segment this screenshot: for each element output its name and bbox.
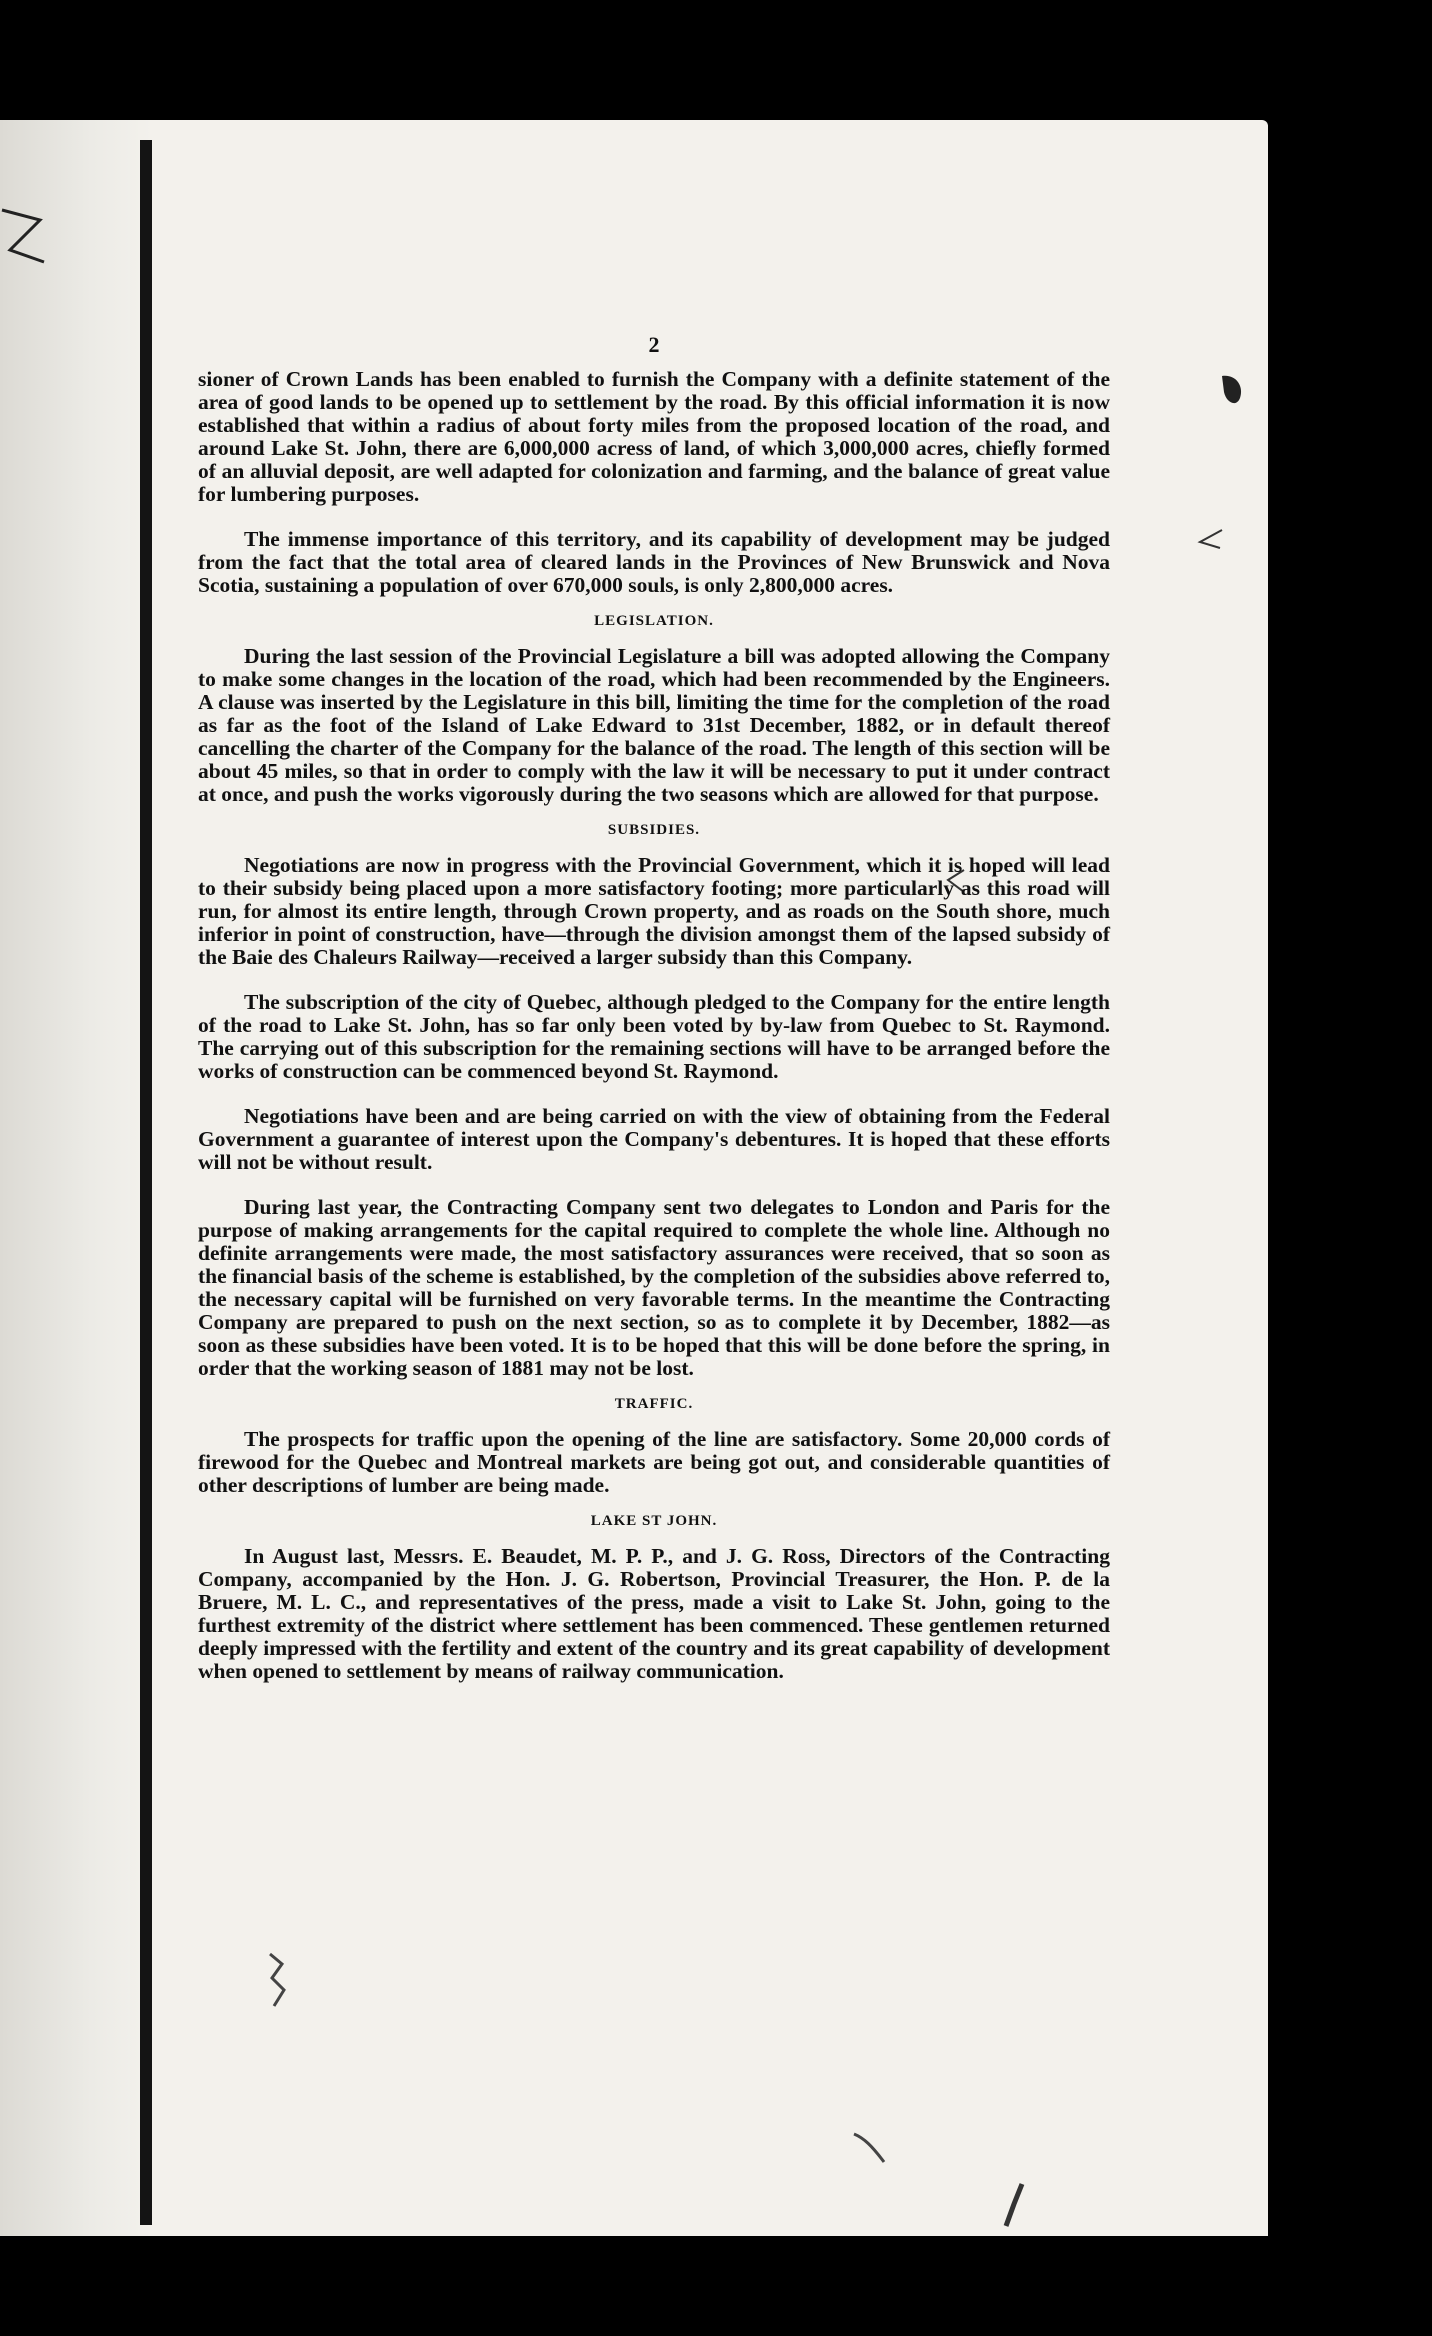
paragraph-gap xyxy=(198,1174,1110,1196)
section-heading-lake-st-john: LAKE ST JOHN. xyxy=(590,1513,718,1529)
scan-bottom-border xyxy=(0,2236,1432,2336)
pencil-tick-mark xyxy=(1196,528,1226,552)
paragraph-gap xyxy=(198,969,1110,991)
margin-bracket-mark xyxy=(0,200,50,290)
section-heading-subsidies: SUBSIDIES. xyxy=(607,822,701,838)
binding-spine xyxy=(140,140,152,2225)
ink-blot-mark xyxy=(1218,372,1248,412)
binding-shadow xyxy=(0,120,152,2236)
stain-mark xyxy=(262,1950,292,2010)
page-number: 2 xyxy=(648,332,660,357)
subsidies-paragraph: During last year, the Contracting Company sent two delegates to London and Paris for the purpose of making arrangements for the capital required to complete the whole line. Although no definite arrangements were made, the most satisfactory assurances were received, that so soon as the financial basis of the scheme is established, by the completion of the subsidies above referred to, the necessary capital will be furnished on very favorable terms. In the meantime the Contracting Company are prepared to push on the next section, so as to complete it by December, 1882—as soon as these subsidies have been voted. It is to be hoped that this will be done before the spring, in order that the working season of 1881 may not be lost. xyxy=(198,1195,1110,1380)
legislation-paragraph: During the last session of the Provincial Legislature a bill was adopted allowing the Company to make some changes in the location of the road, which had been recommended by the Engineers. A clause was inserted by the Legislature in this bill, limiting the time for the completion of the road as far as the foot of the Island of Lake Edward to 31st December, 1882, or in default thereof cancelling the charter of the Company for the balance of the road. The length of this section will be about 45 miles, so that in order to comply with the law it will be necessary to put it under contract at once, and push the works vigorously during the two seasons which are allowed for that purpose. xyxy=(198,644,1110,806)
subsidies-paragraph: Negotiations are now in progress with the Provincial Government, which it is hoped will lead to their subsidy being placed upon a more satisfactory footing; more particularly as this road will run, for almost its entire length, through Crown property, and as roads on the South shore, much inferior in point of construction, have—through the division amongst them of the lapsed subsidy of the Baie des Chaleurs Railway—received a larger subsidy than this Company. xyxy=(198,853,1110,969)
traffic-paragraph: The prospects for traffic upon the opening of the line are satisfactory. Some 20,000 cords of firewood for the Quebec and Montreal markets are being got out, and considerable quantities of other descriptions of lumber are being made. xyxy=(198,1427,1110,1497)
intro-paragraph: The immense importance of this territory, and its capability of development may be judged from the fact that the total area of cleared lands in the Provinces of New Brunswick and Nova Scotia, sustaining a population of over 670,000 souls, is only 2,800,000 acres. xyxy=(198,527,1110,597)
stain-mark xyxy=(1000,2180,1030,2230)
section-heading-traffic: TRAFFIC. xyxy=(614,1396,694,1412)
stain-mark xyxy=(850,2128,890,2168)
subsidies-paragraph: The subscription of the city of Quebec, although pledged to the Company for the entire length of the road to Lake St. John, has so far only been voted by by-law from Quebec to St. Raymond. The carrying out of this subscription for the remaining sections will have to be arranged before the works of construction can be commenced beyond St. Raymond. xyxy=(198,990,1110,1083)
paragraph-gap xyxy=(198,1083,1110,1105)
intro-paragraph: sioner of Crown Lands has been enabled to furnish the Company with a definite statement of the area of good lands to be opened up to settlement by the road. By this official information it is now established that within a radius of about forty miles from the proposed location of the road, and around Lake St. John, there are 6,000,000 acress of land, of which 3,000,000 acres, chiefly formed of an alluvial deposit, are well adapted for colonization and farming, and the balance of great value for lumbering purposes. xyxy=(198,367,1110,506)
lake-st-john-paragraph: In August last, Messrs. E. Beaudet, M. P. P., and J. G. Ross, Directors of the Contracting Company, accompanied by the Hon. J. G. Robertson, Provincial Treasurer, the Hon. P. de la Bruere, M. L. C., and representatives of the press, made a visit to Lake St. John, going to the furthest extremity of the district where settlement has been commenced. These gentlemen returned deeply impressed with the fertility and extent of the country and its great capability of development when opened to settlement by means of railway communication. xyxy=(198,1544,1110,1683)
paragraph-gap xyxy=(198,506,1110,528)
subsidies-paragraph: Negotiations have been and are being carried on with the view of obtaining from the Federal Government a guarantee of interest upon the Company's debentures. It is hoped that these efforts will not be without result. xyxy=(198,1104,1110,1174)
document-page xyxy=(198,330,1110,1683)
section-heading-legislation: LEGISLATION. xyxy=(594,613,714,629)
